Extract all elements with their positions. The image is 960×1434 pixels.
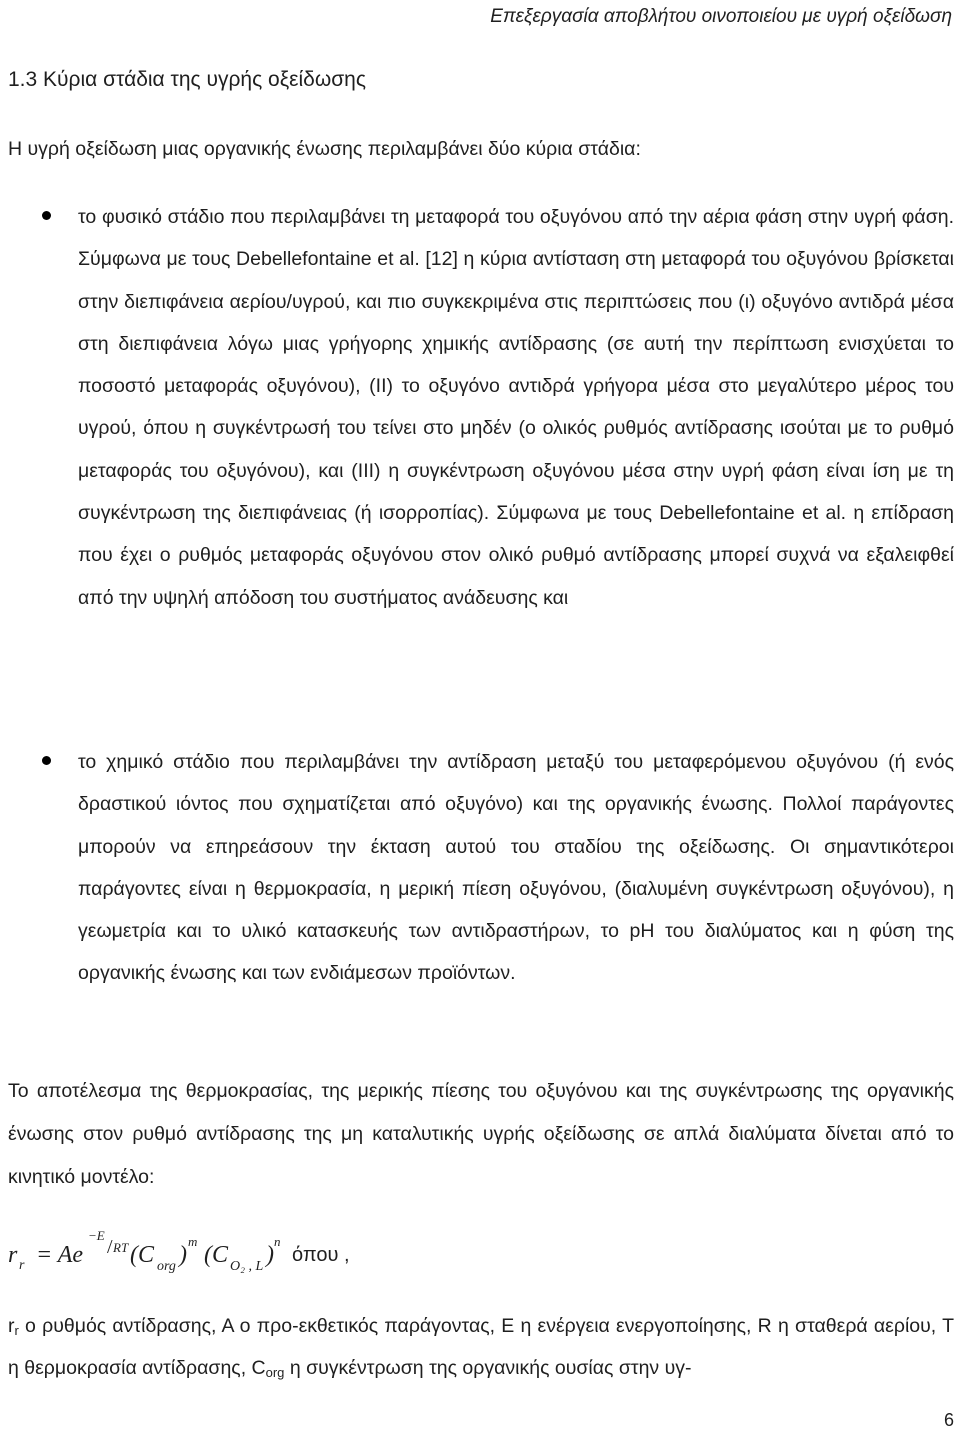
section-title: 1.3 Κύρια στάδια της υγρής οξείδωσης <box>8 68 366 91</box>
formula-r: r <box>8 1242 18 1268</box>
bullet-dot <box>42 756 51 765</box>
formula-close2: ) <box>266 1242 274 1268</box>
formula-close1: ) <box>179 1242 187 1268</box>
def-c-subscript: org <box>265 1365 285 1380</box>
formula-r-subscript: r <box>19 1258 25 1273</box>
formula-ae: = Ae <box>36 1242 84 1268</box>
formula-o2-subscript: O₂ , L <box>230 1259 264 1274</box>
formula-exp-denominator: RT <box>113 1240 129 1255</box>
formula-exp-slash: / <box>107 1236 113 1258</box>
formula-exp-numerator: −E <box>88 1228 105 1243</box>
formula-org-subscript: org <box>157 1259 176 1274</box>
kinetic-model-paragraph: Το αποτέλεσμα της θερμοκρασίας, της μερικής πίεσης του οξυγόνου και της συγκέντρωσης της οργανικής ένωσης στον ρυθμό αντίδρασης της μη καταλυτικής υγρής οξείδωσης σε απλά διαλύματα δίνεται από το κινητικό μοντέλο: <box>8 1080 954 1188</box>
variable-definitions <box>8 1305 954 1389</box>
intro-paragraph: Η υγρή οξείδωση μιας οργανικής ένωσης περιλαμβάνει δύο κύρια στάδια: <box>8 138 641 160</box>
page-number: 6 <box>943 1410 954 1430</box>
formula-exponent-m: m <box>188 1234 198 1249</box>
formula-open-corg: (C <box>130 1242 154 1268</box>
def-r-subscript: r <box>14 1323 19 1338</box>
def-text-1: ο ρυθμός αντίδρασης, Α ο προ-εκθετικός παράγοντας, Ε η ενέργεια ενεργοποίησης, R η σταθερά αερίου, Τ η θερμοκρασία αντίδρασης, C <box>8 1315 954 1379</box>
def-r: r <box>8 1315 15 1337</box>
bullet-item-chemical-stage: το χημικό στάδιο που περιλαμβάνει την αντίδραση μεταξύ του μεταφερόμενου οξυγόνου (ή ενός δραστικού ιόντος που σχηματίζεται από οξυγόνο) και της οργανικής ένωσης. Πολλοί παράγοντες μπορούν να επηρεάσουν την έκταση αυτού του σταδίου της οξείδωσης. Οι σημαντικότεροι παράγοντες είναι η θερμοκρασία, η μερική πίεση οξυγόνου, (διαλυμένη συγκέντρωση οξυγόνου), η γεωμετρία και το υλικό κατασκευής των αντιδραστήρων, το pH του διαλύματος και η φύση της οργανικής ένωσης και των ενδιάμεσων προϊόντων. <box>78 751 954 985</box>
formula-open-co2: (C <box>204 1242 228 1268</box>
formula-where-label: όπου , <box>292 1244 350 1266</box>
rate-equation <box>8 1226 608 1286</box>
def-text-2: η συγκέντρωση της οργανικής ουσίας στην υγ- <box>284 1357 692 1379</box>
running-header: Επεξεργασία αποβλήτου οινοποιείου με υγρή οξείδωση <box>490 6 952 27</box>
bullet-dot <box>42 211 51 220</box>
formula-exponent-n: n <box>274 1234 281 1249</box>
bullet-item-physical-stage: το φυσικό στάδιο που περιλαμβάνει τη μεταφορά του οξυγόνου από την αέρια φάση στην υγρή φάση. Σύμφωνα με τους Debellefontaine et al. [12] η κύρια αντίσταση στη μεταφορά του οξυγόνου βρίσκεται στην διεπιφάνεια αερίου/υγρού, και πιο συγκεκριμένα στις περιπτώσεις που (ι) οξυγόνο αντιδρά μέσα στη διεπιφάνεια λόγω μιας γρήγορης χημικής αντίδρασης (σε αυτή την περίπτωση ενισχύεται το ποσοστό μεταφοράς οξυγόνου), (ΙΙ) το οξυγόνο αντιδρά γρήγορα μέσα στο μεγαλύτερο μέρος του υγρού, όπου η συγκέντρωσή του τείνει στο μηδέν (ο ολικός ρυθμός αντίδρασης ισούται με το ρυθμό μεταφοράς του οξυγόνου), και (ΙΙΙ) η συγκέντρωση οξυγόνου μέσα στην υγρή φάση είναι ίση με τη συγκέντρωση της διεπιφάνειας (ή ισορροπίας). Σύμφωνα με τους Debellefontaine et al. η επίδραση που έχει ο ρυθμός μεταφοράς οξυγόνου στον ολικό ρυθμό αντίδρασης μπορεί συχνά να εξαλειφθεί από την υψηλή απόδοση του συστήματος ανάδευσης και <box>78 206 954 609</box>
